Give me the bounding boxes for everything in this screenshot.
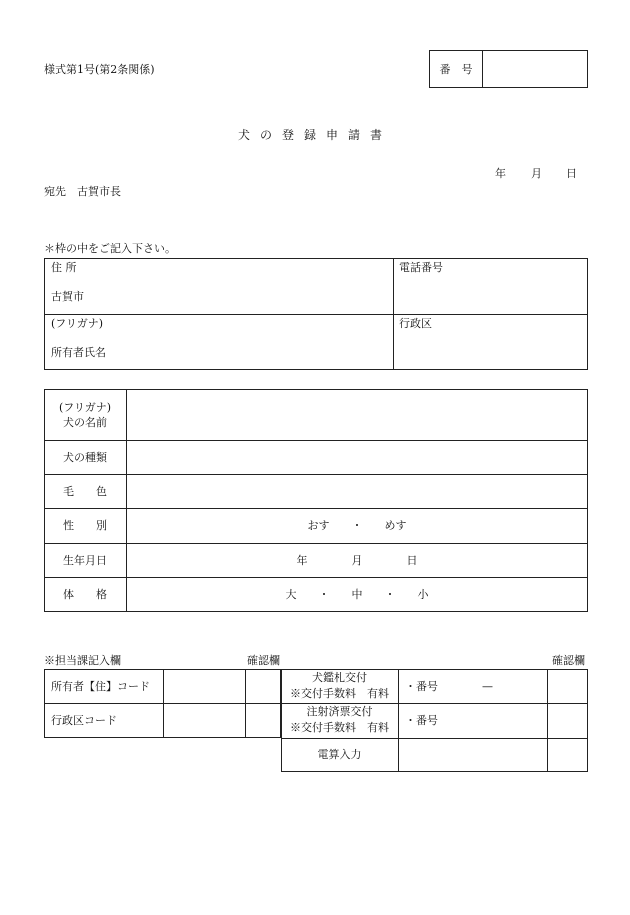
addressee: 宛先 古賀市長 — [44, 185, 121, 198]
district-code-field[interactable] — [165, 705, 243, 736]
computer-entry-confirm-box[interactable] — [549, 740, 586, 770]
dog-table-vdivider — [126, 389, 127, 612]
owner-code-field[interactable] — [165, 671, 243, 701]
owner-furigana-label: (フリガナ) — [51, 317, 104, 330]
dog-row-divider — [44, 474, 588, 475]
vaccine-number-label: ・番号 — [405, 714, 438, 727]
vaccine-tag-issue-fee: ※交付手数料 有料 — [290, 721, 389, 734]
dog-breed-label: 犬の種類 — [63, 451, 107, 464]
dog-row-divider — [44, 508, 588, 509]
address-label: 住 所 — [51, 261, 77, 274]
dog-breed-field[interactable] — [128, 442, 586, 472]
form-title: 犬の登録申請書 — [237, 128, 392, 142]
form-number: 様式第1号(第2条関係) — [44, 63, 155, 76]
phone-field[interactable] — [396, 278, 586, 312]
birth-date-field[interactable]: 年 月 日 — [296, 554, 418, 567]
dog-name-furigana-label: (フリガナ) — [58, 401, 112, 414]
dog-name-field[interactable] — [128, 391, 586, 438]
date-day-label: 日 — [566, 167, 577, 180]
district-label: 行政区 — [399, 317, 432, 330]
confirm-label-right: 確認欄 — [552, 654, 585, 667]
owner-code-confirm-box[interactable] — [247, 671, 279, 701]
phone-label: 電話番号 — [399, 261, 443, 274]
tag-issue-fee: ※交付手数料 有料 — [290, 687, 389, 700]
dog-name-label: 犬の名前 — [63, 416, 107, 429]
vaccine-confirm-box[interactable] — [549, 705, 586, 736]
district-code-confirm-box[interactable] — [247, 705, 279, 736]
office-use-header: ※担当課記入欄 — [44, 654, 121, 667]
office-right-row-divider — [281, 703, 588, 704]
computer-entry-field[interactable] — [400, 740, 545, 770]
office-left-vdivider — [245, 669, 246, 738]
body-size-label: 体 格 — [63, 588, 107, 601]
owner-table-divider — [44, 314, 588, 315]
body-size-options[interactable]: 大 ・ 中 ・ 小 — [285, 588, 429, 601]
office-right-row-divider — [281, 738, 588, 739]
dog-row-divider — [44, 440, 588, 441]
address-prefix: 古賀市 — [51, 290, 84, 303]
office-right-vdivider — [547, 669, 548, 772]
instruction-text: ＊枠の中をご記入下さい。 — [44, 242, 176, 255]
office-left-vdivider — [163, 669, 164, 738]
number-label: 番 号 — [439, 63, 473, 76]
tag-confirm-box[interactable] — [549, 671, 586, 701]
tag-issue-label: 犬鑑札交付 — [312, 671, 367, 684]
district-code-label: 行政区コード — [51, 714, 117, 727]
owner-code-label: 所有者【住】コード — [51, 680, 150, 693]
dog-row-divider — [44, 543, 588, 544]
owner-name-label: 所有者氏名 — [51, 346, 106, 359]
sex-options[interactable]: おす ・ めす — [307, 519, 407, 532]
dog-row-divider — [44, 577, 588, 578]
address-field[interactable] — [90, 285, 390, 309]
computer-entry-label: 電算入力 — [317, 748, 362, 761]
owner-name-field[interactable] — [120, 318, 390, 366]
date-year-label: 年 — [495, 167, 506, 180]
birth-date-label: 生年月日 — [63, 554, 107, 567]
reception-number-field[interactable] — [483, 51, 587, 87]
owner-table-vdivider — [393, 258, 394, 370]
coat-color-label: 毛 色 — [63, 485, 107, 498]
district-field[interactable] — [396, 332, 586, 366]
date-month-label: 月 — [531, 167, 542, 180]
confirm-label-left: 確認欄 — [247, 654, 280, 667]
vaccine-tag-issue-label: 注射済票交付 — [306, 705, 373, 718]
coat-color-field[interactable] — [128, 476, 586, 506]
office-right-vdivider — [398, 669, 399, 772]
tag-number-label: ・番号 — — [405, 680, 493, 693]
sex-label: 性 別 — [63, 519, 107, 532]
